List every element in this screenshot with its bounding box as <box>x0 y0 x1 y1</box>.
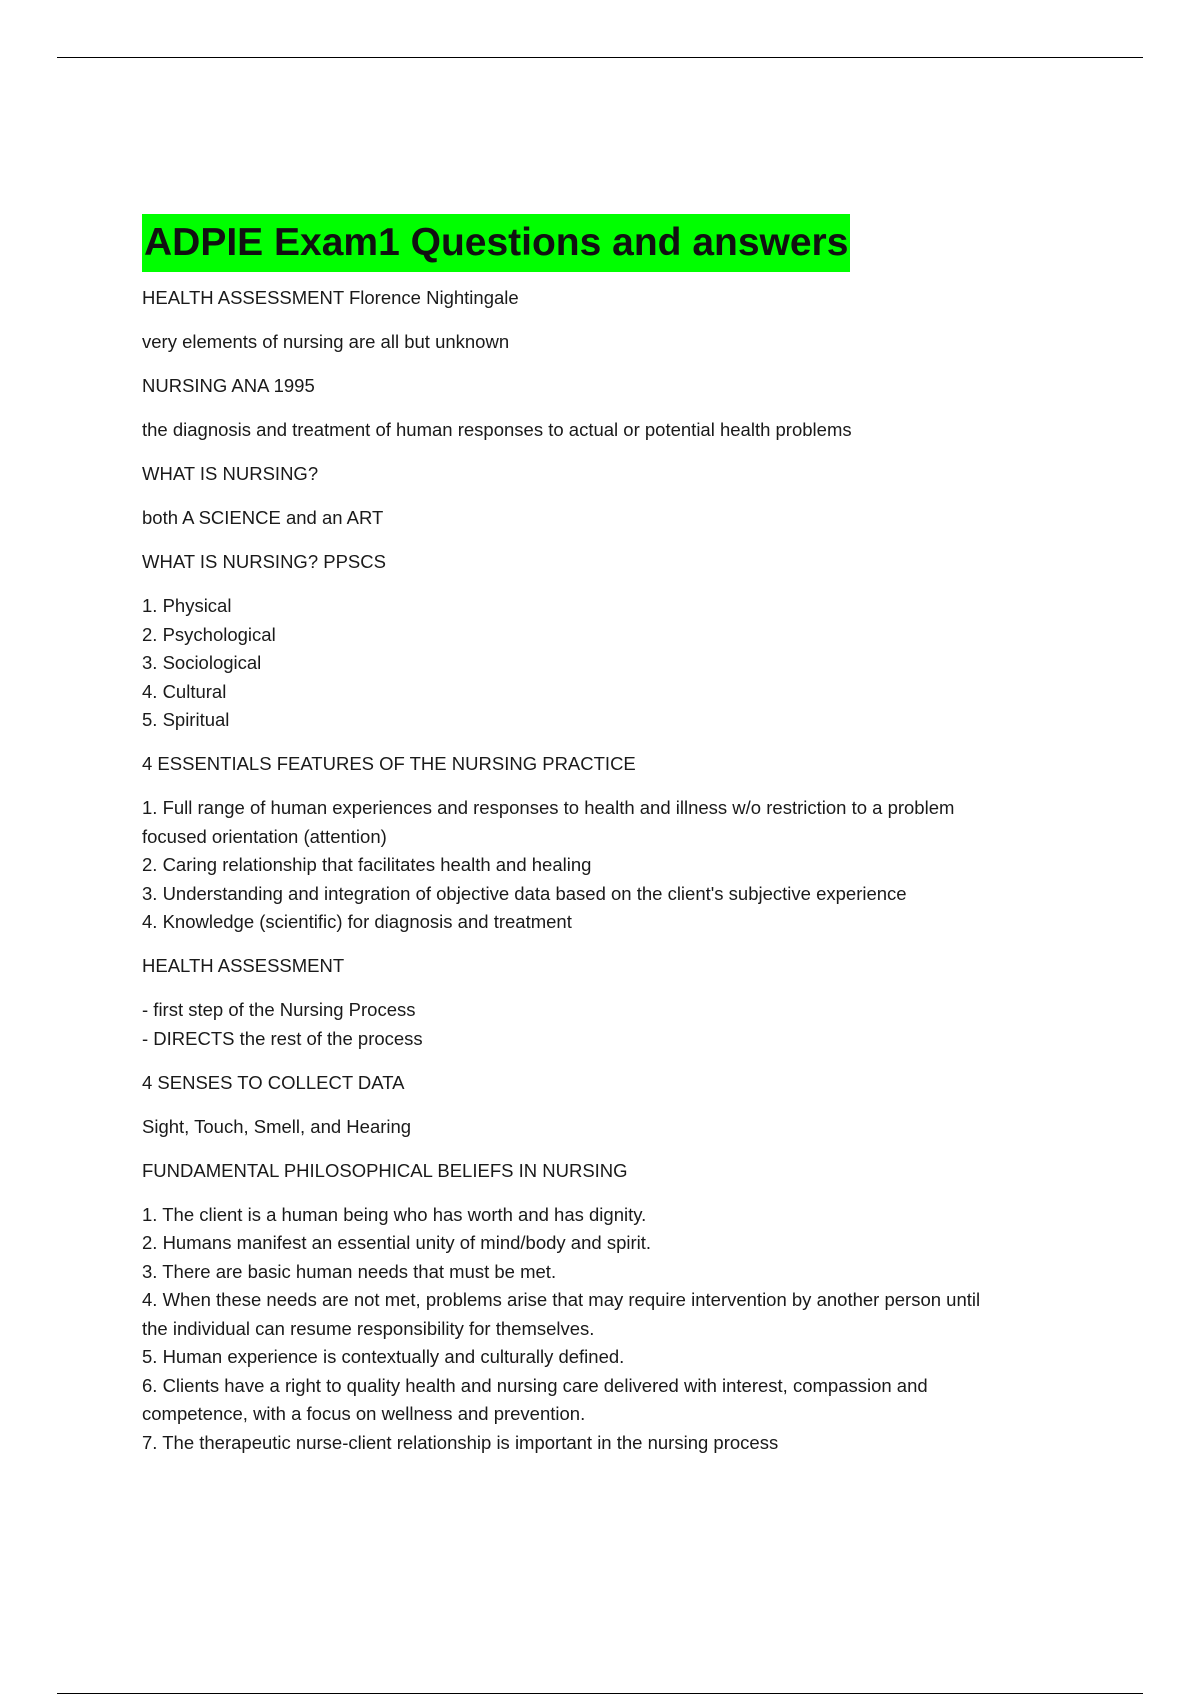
answer-line: competence, with a focus on wellness and prevention. <box>142 1403 586 1424</box>
answer-line: - first step of the Nursing Process <box>142 999 416 1020</box>
question-heading: WHAT IS NURSING? PPSCS <box>142 551 386 572</box>
answer-line: focused orientation (attention) <box>142 825 387 847</box>
question-heading: FUNDAMENTAL PHILOSOPHICAL BELIEFS IN NURSING <box>142 1159 628 1181</box>
question-heading: 4 ESSENTIALS FEATURES OF THE NURSING PRACTICE <box>142 753 636 774</box>
answer-line: 2. Humans manifest an essential unity of mind/body and spirit. <box>142 1232 652 1253</box>
answer-line: 3. There are basic human needs that must be met. <box>142 1260 557 1282</box>
question-heading: NURSING ANA 1995 <box>142 375 315 396</box>
answer-line: 7. The therapeutic nurse-client relationship is important in the nursing process <box>142 1431 779 1453</box>
answer-block <box>142 592 1102 735</box>
answer-block <box>142 794 1102 937</box>
answer-line: 1. Physical <box>142 595 232 616</box>
question-heading: HEALTH ASSESSMENT Florence Nightingale <box>142 287 519 308</box>
answer-line: 4. Cultural <box>142 680 227 702</box>
answer-line: 4. Knowledge (scientific) for diagnosis and treatment <box>142 911 572 932</box>
bottom-rule <box>57 1693 1143 1694</box>
answer-line: Sight, Touch, Smell, and Hearing <box>142 1115 412 1137</box>
question-heading: 4 SENSES TO COLLECT DATA <box>142 1071 405 1093</box>
answer-line: 1. Full range of human experiences and responses to health and illness w/o restriction to a problem <box>142 797 955 818</box>
answer-block <box>142 996 1102 1053</box>
answer-block <box>142 1113 1102 1142</box>
answer-line: both A SCIENCE and an ART <box>142 507 384 528</box>
answer-line: - DIRECTS the rest of the process <box>142 1027 423 1049</box>
question-heading: WHAT IS NURSING? <box>142 463 319 484</box>
answer-block <box>142 1201 1102 1458</box>
answer-line: the diagnosis and treatment of human responses to actual or potential health problems <box>142 419 852 440</box>
answer-line: 2. Psychological <box>142 623 276 645</box>
qa-list <box>142 284 1102 1457</box>
answer-line: 3. Understanding and integration of objective data based on the client's subjective experience <box>142 882 907 904</box>
answer-line: 2. Caring relationship that facilitates health and healing <box>142 854 592 875</box>
answer-line: 1. The client is a human being who has worth and has dignity. <box>142 1203 647 1225</box>
document-title: ADPIE Exam1 Questions and answers <box>142 214 850 272</box>
answer-block <box>142 416 1102 445</box>
answer-line: 5. Spiritual <box>142 709 230 730</box>
answer-line: 4. When these needs are not met, problems arise that may require intervention by another person until <box>142 1289 981 1310</box>
answer-line: very elements of nursing are all but unknown <box>142 331 510 352</box>
document-body <box>142 214 1102 1457</box>
answer-line: 6. Clients have a right to quality health and nursing care delivered with interest, compassion and <box>142 1374 928 1396</box>
answer-line: 3. Sociological <box>142 652 262 673</box>
question-heading: HEALTH ASSESSMENT <box>142 955 345 976</box>
answer-line: 5. Human experience is contextually and culturally defined. <box>142 1346 625 1367</box>
top-rule <box>57 57 1143 58</box>
answer-block <box>142 504 1102 533</box>
answer-block <box>142 328 1102 357</box>
answer-line: the individual can resume responsibility for themselves. <box>142 1317 595 1339</box>
